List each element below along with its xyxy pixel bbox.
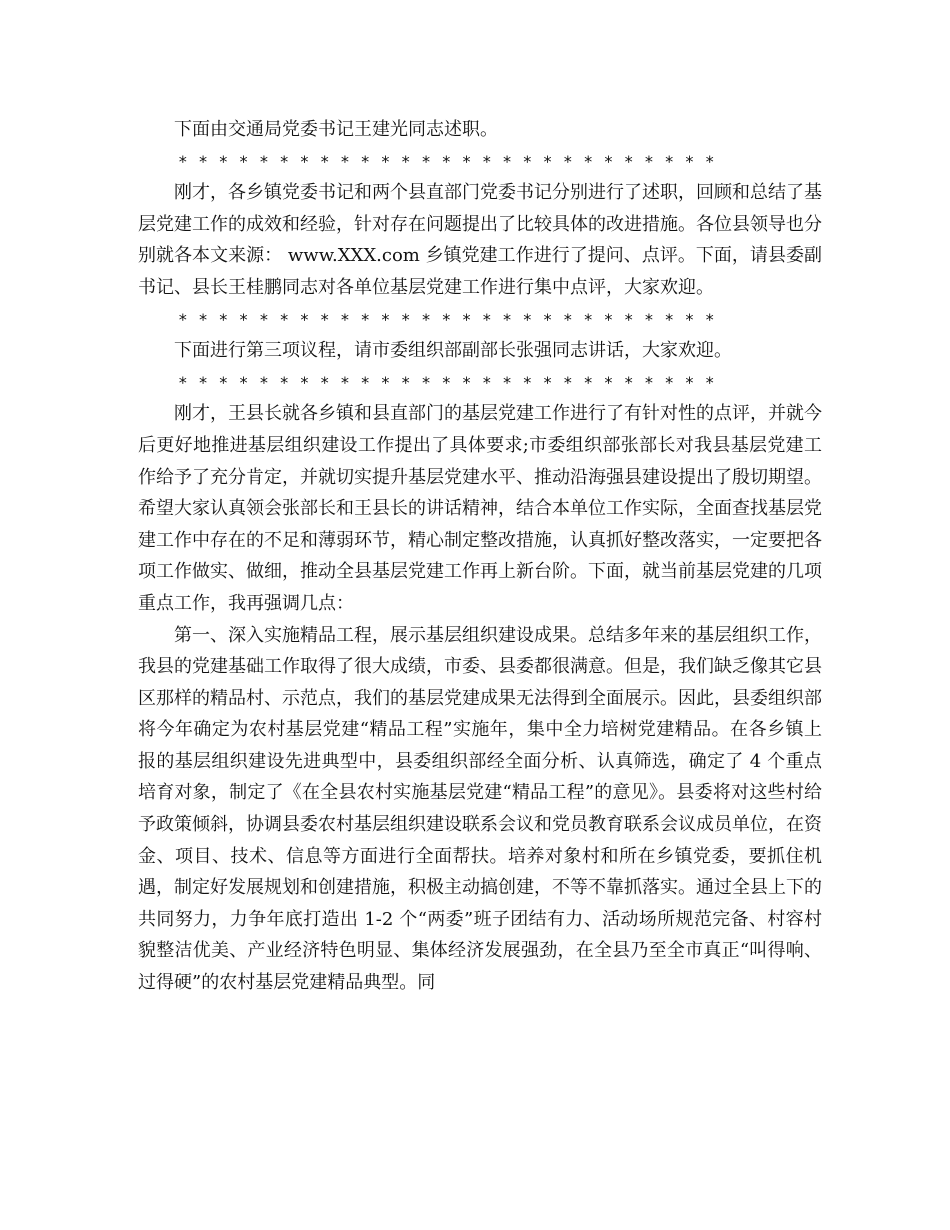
- paragraph-third-agenda: 下面进行第三项议程，请市委组织部副部长张强同志讲话，大家欢迎。: [174, 340, 732, 362]
- document-body: [138, 114, 822, 999]
- separator-stars-1: * * * * * * * * * * * * * * * * * * * * * * * * * * *: [178, 151, 716, 171]
- paragraph-review-summary: 刚才，各乡镇党委书记和两个县直部门党委书记分别进行了述职，回顾和总结了基层党建工作的成效和经验，针对存在问题提出了比较具体的改进措施。各位县领导也分别就各本文来源： www.XXX.com 乡镇党建工作进行了提问、点评。下面，请县委副书记、县长王桂鹏同志对各单位基层党建工作进行集中点评，大家欢迎。: [138, 182, 822, 298]
- paragraph-intro-transport: 下面由交通局党委书记王建光同志述职。: [174, 119, 498, 140]
- paragraph-point-one: 第一、深入实施精品工程，展示基层组织建设成果。总结多年来的基层组织工作，我县的党建基础工作取得了很大成绩，市委、县委都很满意。但是，我们缺乏像其它县区那样的精品村、示范点，我们的基层党建成果无法得到全面展示。因此，县委组织部将今年确定为农村基层党建“精品工程”实施年，集中全力培树党建精品。在各乡镇上报的基层组织建设先进典型中，县委组织部经全面分析、认真筛选，确定了 4 个重点培育对象，制定了《在全县农村实施基层党建“精品工程”的意见》。县委将对这些村给予政策倾斜，协调县委农村基层组织建设联系会议和党员教育联系会议成员单位，在资金、项目、技术、信息等方面进行全面帮扶。培养对象村和所在乡镇党委，要抓住机遇，制定好发展规划和创建措施，积极主动搞创建，不等不靠抓落实。通过全县上下的共同努力，力争年底打造出 1-2 个“两委”班子团结有力、活动场所规范完备、村容村貌整洁优美、产业经济特色明显、集体经济发展强劲，在全县乃至全市真正“叫得响、过得硬”的农村基层党建精品典型。同: [138, 624, 822, 994]
- separator-stars-2: * * * * * * * * * * * * * * * * * * * * * * * * * * *: [178, 309, 716, 329]
- separator-stars-3: * * * * * * * * * * * * * * * * * * * * * * * * * * *: [178, 372, 716, 392]
- paragraph-closing-remarks: 刚才，王县长就各乡镇和县直部门的基层党建工作进行了有针对性的点评，并就今后更好地推进基层组织建设工作提出了具体要求;市委组织部张部长对我县基层党建工作给予了充分肯定，并就切实提升基层党建水平、推动沿海强县建设提出了殷切期望。希望大家认真领会张部长和王县长的讲话精神，结合本单位工作实际，全面查找基层党建工作中存在的不足和薄弱环节，精心制定整改措施，认真抓好整改落实，一定要把各项工作做实、做细，推动全县基层党建工作再上新台阶。下面，就当前基层党建的几项重点工作，我再强调几点：: [138, 403, 822, 614]
